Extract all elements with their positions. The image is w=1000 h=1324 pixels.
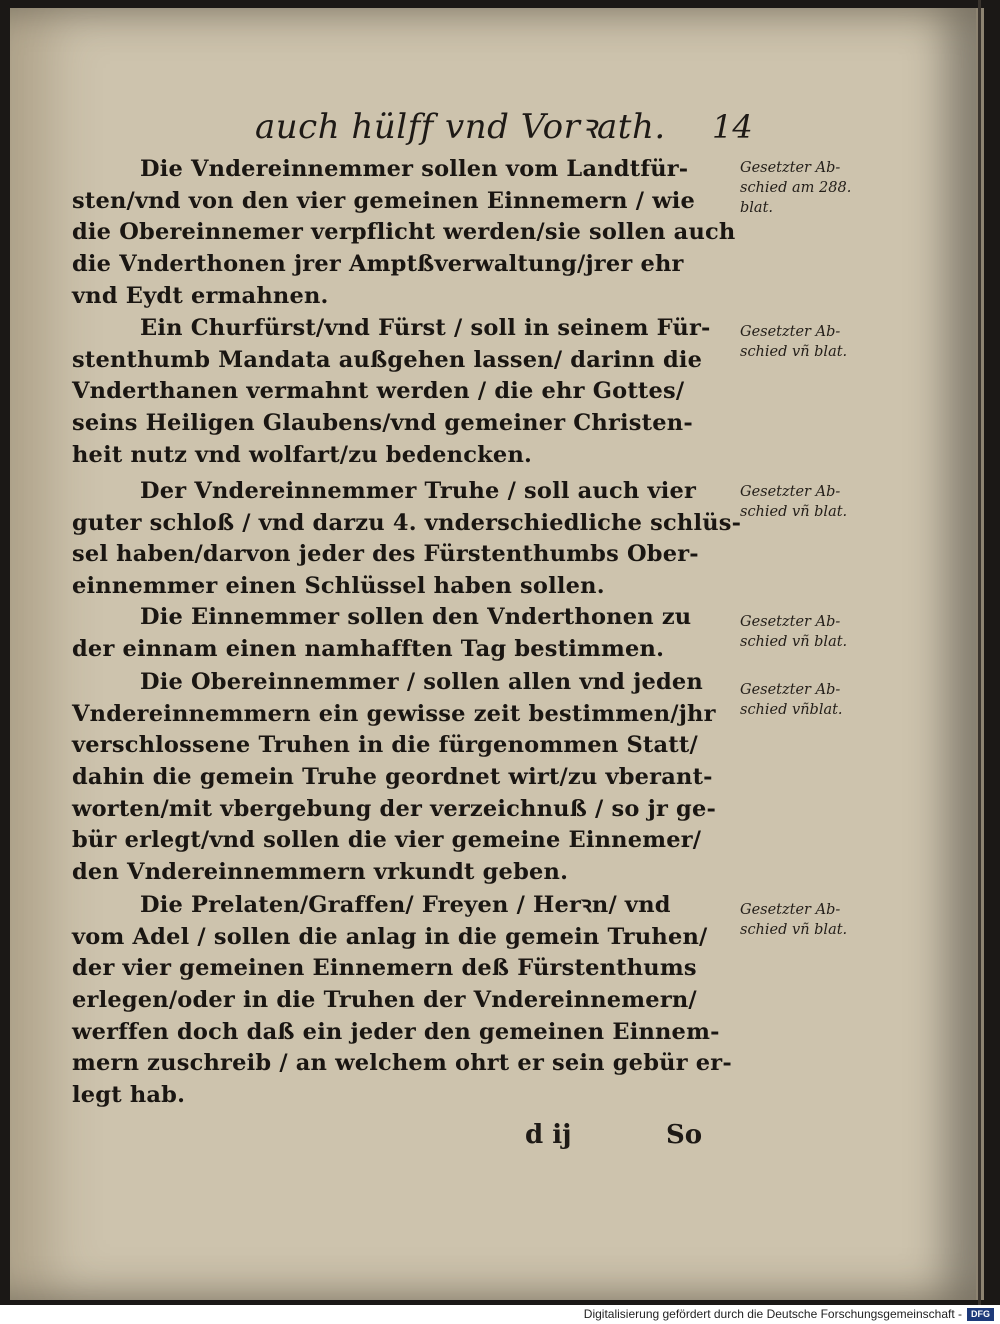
text-line: die Obereinnemer verpflicht werden/sie sollen auch xyxy=(72,219,736,246)
text-line: guter schloß / vnd darzu 4. vnderschiedliche schlüs- xyxy=(72,509,742,536)
text-line: Die Vndereinnemmer sollen vom Landtfür- xyxy=(140,156,689,182)
text-line: vom Adel / sollen die anlag in die gemein Truhen/ xyxy=(72,923,708,950)
margin-note-line: Gesetzter Ab- xyxy=(740,682,841,698)
text-line: worten/mit vbergebung der verzeichnuß / so jr ge- xyxy=(72,795,717,822)
margin-note-4 xyxy=(740,612,880,652)
funding-credit: Digitalisierung gefördert durch die Deutsche Forschungsgemeinschaft - xyxy=(583,1307,962,1321)
paragraph-2 xyxy=(72,313,742,471)
text-line: Die Prelaten/Graffen/ Freyen / Herꝛn/ vnd xyxy=(140,892,671,918)
text-line: sten/vnd von den vier gemeinen Einnemern / wie xyxy=(72,187,696,214)
margin-note-line: schied vñ blat. xyxy=(740,634,848,650)
margin-note-line: schied vñ blat. xyxy=(740,344,848,360)
text-line: Die Einnemmer sollen den Vnderthonen zu xyxy=(140,604,692,630)
text-line: verschlossene Truhen in die fürgenommen Statt/ xyxy=(72,732,698,759)
text-line: heit nutz vnd wolfart/zu bedencken. xyxy=(72,441,533,468)
margin-note-line: Gesetzter Ab- xyxy=(740,324,841,340)
margin-note-line: blat. xyxy=(740,200,774,216)
text-line: vnd Eydt ermahnen. xyxy=(72,282,329,309)
margin-note-line: schied am 288. xyxy=(740,180,852,196)
text-line: den Vndereinnemmern vrkundt geben. xyxy=(72,859,569,886)
paragraph-5 xyxy=(72,667,742,889)
text-line: einnemmer einen Schlüssel haben sollen. xyxy=(72,573,605,600)
text-line: bür erlegt/vnd sollen die vier gemeine Einnemer/ xyxy=(72,827,702,854)
text-line: mern zuschreib / an welchem ohrt er sein gebür er- xyxy=(72,1050,732,1077)
signature-mark: d ij xyxy=(525,1120,572,1150)
text-line: Der Vndereinnemmer Truhe / soll auch vier xyxy=(140,478,697,504)
footer-bar xyxy=(0,1305,1000,1324)
margin-note-3 xyxy=(740,482,880,522)
margin-note-line: schied vñblat. xyxy=(740,702,843,718)
margin-note-5 xyxy=(740,680,880,720)
text-line: Vndereinnemmern ein gewisse zeit bestimmen/jhr xyxy=(72,700,716,727)
margin-note-line: Gesetzter Ab- xyxy=(740,902,841,918)
text-line: Die Obereinnemmer / sollen allen vnd jeden xyxy=(140,669,703,695)
running-head: auch hülff vnd Vorꝛath. xyxy=(255,107,666,147)
page-edge xyxy=(978,0,981,1305)
margin-note-6 xyxy=(740,900,880,940)
paragraph-4 xyxy=(72,602,742,665)
text-line: der einnam einen namhafften Tag bestimmen. xyxy=(72,635,665,662)
margin-note-line: schied vñ blat. xyxy=(740,922,848,938)
margin-note-line: Gesetzter Ab- xyxy=(740,484,841,500)
dfg-logo: DFG xyxy=(967,1308,994,1321)
page-number: 14 xyxy=(712,108,753,146)
text-line: Vnderthanen vermahnt werden / die ehr Gottes/ xyxy=(72,378,685,405)
paragraph-1 xyxy=(72,154,742,312)
catchword: So xyxy=(666,1120,703,1150)
margin-note-2 xyxy=(740,322,880,362)
margin-note-line: Gesetzter Ab- xyxy=(740,614,841,630)
margin-note-1 xyxy=(740,158,880,218)
text-line: werffen doch daß ein jeder den gemeinen Einnem- xyxy=(72,1018,720,1045)
text-line: dahin die gemein Truhe geordnet wirt/zu vberant- xyxy=(72,764,713,791)
paragraph-6 xyxy=(72,890,742,1112)
text-line: legt hab. xyxy=(72,1082,186,1109)
paragraph-3 xyxy=(72,476,742,603)
text-line: die Vnderthonen jrer Amptßverwaltung/jrer ehr xyxy=(72,251,684,278)
text-line: erlegen/oder in die Truhen der Vndereinnemern/ xyxy=(72,987,697,1014)
text-line: Ein Churfürst/vnd Fürst / soll in seinem Für- xyxy=(140,315,711,341)
text-line: der vier gemeinen Einnemern deß Fürstenthums xyxy=(72,955,697,982)
text-line: sel haben/darvon jeder des Fürstenthumbs Ober- xyxy=(72,541,699,568)
margin-note-line: Gesetzter Ab- xyxy=(740,160,841,176)
text-line: seins Heiligen Glaubens/vnd gemeiner Christen- xyxy=(72,410,693,437)
text-line: stenthumb Mandata außgehen lassen/ darinn die xyxy=(72,346,703,373)
margin-note-line: schied vñ blat. xyxy=(740,504,848,520)
